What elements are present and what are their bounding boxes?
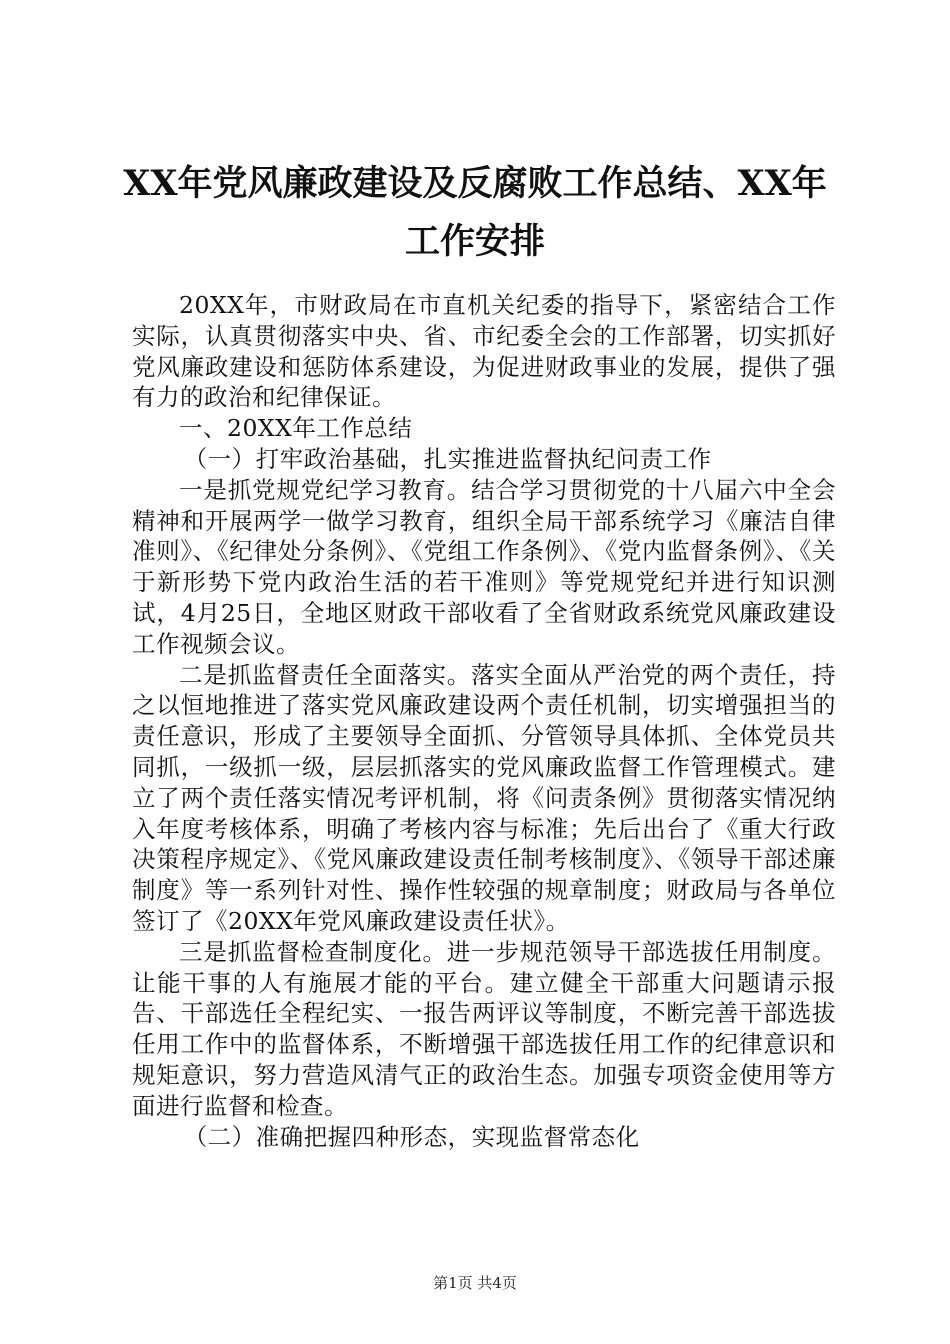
subsection-heading-1: （一）打牢政治基础，扎实推进监督执纪问责工作 [183,444,712,473]
paragraph-point-3: 三是抓监督检查制度化。进一步规范领导干部选拔任用制度。让能干事的人有施展才能的平台。建立健全干部重大问题请示报告、干部选任全程纪实、一报告两评议等制度，不断完善干部选拔任用工作中的监督体系，不断增强干部选拔任用工作的纪律意识和规矩意识，努力营造风清气正的政治生态。加强专项资金使用等方面进行监督和检查。 [132,937,836,1120]
section-heading-1: 一、20XX年工作总结 [179,414,413,443]
document-title: XX年党风廉政建设及反腐败工作总结、XX年工作安排 [123,163,827,262]
page-number: 第1页 共4页 [433,1274,517,1292]
intro-paragraph: 20XX年，市财政局在市直机关纪委的指导下，紧密结合工作实际，认真贯彻落实中央、省、市纪委全会的工作部署，切实抓好党风廉政建设和惩防体系建设，为促进财政事业的发展，提供了强有力的政治和纪律保证。 [132,291,836,412]
paragraph-point-2: 二是抓监督责任全面落实。落实全面从严治党的两个责任，持之以恒地推进了落实党风廉政建设两个责任机制，切实增强担当的责任意识，形成了主要领导全面抓、分管领导具体抓、全体党员共同抓，一级抓一级，层层抓落实的党风廉政监督工作管理模式。建立了两个责任落实情况考评机制，将《问责条例》贯彻落实情况纳入年度考核体系，明确了考核内容与标准；先后出台了《重大行政决策程序规定》、《党风廉政建设责任制考核制度》、《领导干部述廉制度》等一系列针对性、操作性较强的规章制度；财政局与各单位签订了《20XX年党风廉政建设责任状》。 [132,660,836,935]
subsection-heading-2: （二）准确把握四种形态，实现监督常态化 [183,1122,640,1151]
page-footer [0,1272,950,1293]
paragraph-point-1: 一是抓党规党纪学习教育。结合学习贯彻党的十八届六中全会精神和开展两学一做学习教育，组织全局干部系统学习《廉洁自律准则》、《纪律处分条例》、《党组工作条例》、《党内监督条例》、《关于新形势下党内政治生活的若干准则》等党规党纪并进行知识测试，4月25日，全地区财政干部收看了全省财政系统党风廉政建设工作视频会议。 [132,475,836,658]
document-body [132,290,836,1152]
